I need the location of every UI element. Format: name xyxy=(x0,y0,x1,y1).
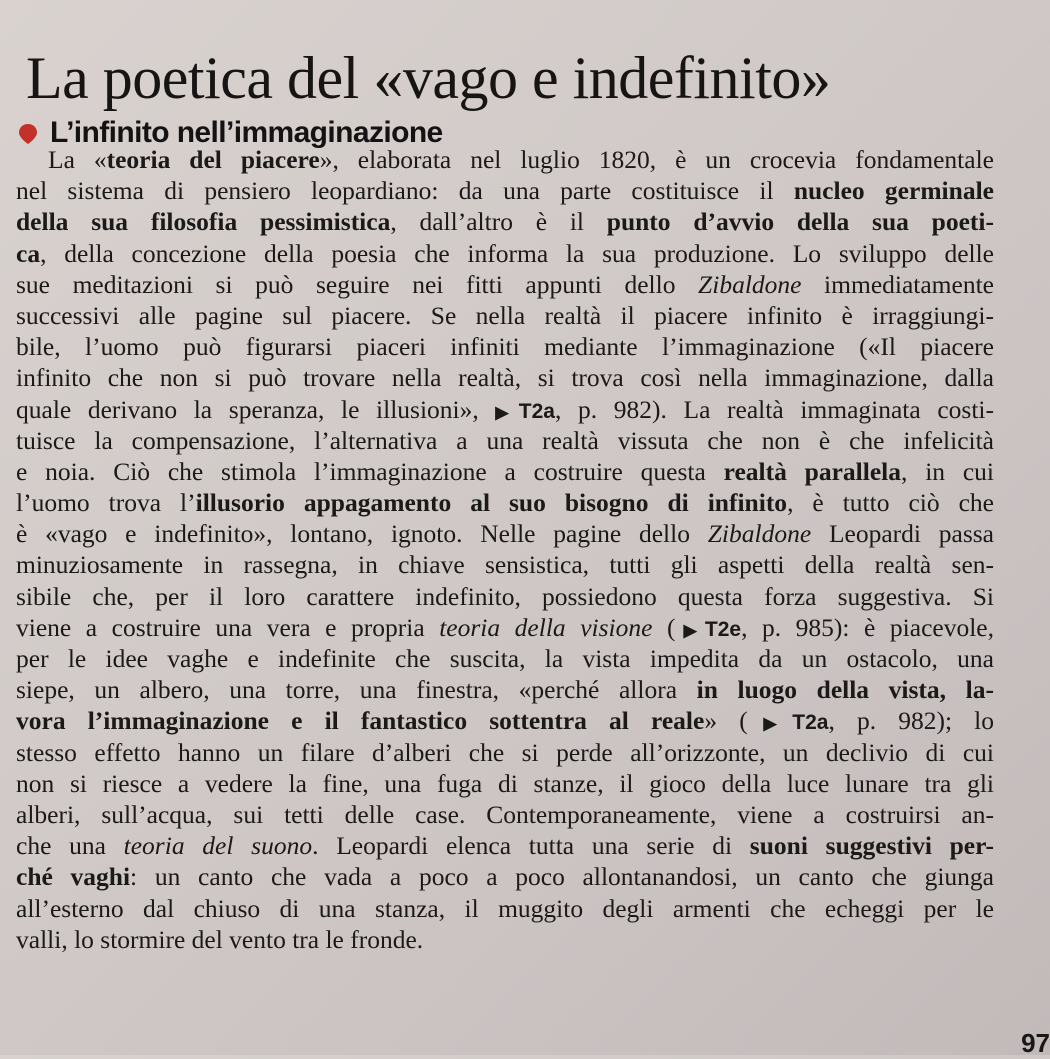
section-title: L’infinito nell’immaginazione xyxy=(50,116,443,149)
text-line-26: valli, lo stormire del vento tra le fronde. xyxy=(16,924,424,954)
text-line-14: minuziosamente in rassegna, in chiave sensistica, tutti gli aspetti della realtà sen- xyxy=(16,550,994,580)
text-line-12: l’uomo trova l’illusorio appagamento al suo bisogno di infinito, è tutto ciò che xyxy=(16,488,994,518)
text-line-8: infinito che non si può trovare nella realtà, si trova così nella immaginazione, dalla xyxy=(16,363,994,393)
text-line-18: siepe, un albero, una torre, una finestra, «perché allora in luogo della vista, la- xyxy=(16,675,994,705)
text-line-3: della sua filosofia pessimistica, dall’altro è il punto d’avvio della sua poeti- xyxy=(16,207,995,237)
text-line-19: vora l’immaginazione e il fantastico sottentra al reale» (▶T2a, p. 982); lo xyxy=(16,706,995,736)
text-line-2: nel sistema di pensiero leopardiano: da una parte costituisce il nucleo germinale xyxy=(16,176,994,206)
cross-reference-t2a[interactable]: ▶T2a xyxy=(495,399,555,423)
page-number: 97 xyxy=(1021,1028,1050,1058)
text-line-17: per le idee vaghe e indefinite che suscita, la vista impedita da un ostacolo, una xyxy=(16,644,994,673)
text-line-4: ca, della concezione della poesia che informa la sua produzione. Lo sviluppo delle xyxy=(16,238,994,268)
cross-reference-t2e[interactable]: ▶T2e xyxy=(675,617,742,641)
text-line-20: stesso effetto hanno un filare d’alberi che si perde all’orizzonte, un declivio di cui xyxy=(16,737,994,767)
text-line-24: ché vaghi: un canto che vada a poco a poco allontanandosi, un canto che giunga xyxy=(16,862,994,892)
text-line-6: successivi alle pagine sul piacere. Se nella realtà il piacere infinito è irraggiungi- xyxy=(16,300,994,330)
map-pin-icon xyxy=(18,123,38,143)
triangle-right-icon: ▶ xyxy=(495,402,519,422)
page-title: La poetica del «vago e indefinito» xyxy=(26,45,831,112)
text-line-25: all’esterno dal chiuso di una stanza, il muggito degli armenti che echeggi per le xyxy=(16,893,994,923)
text-line-16: viene a costruire una vera e propria teoria della visione (▶T2e, p. 985): è piacevole, xyxy=(16,612,994,642)
text-line-23: che una teoria del suono. Leopardi elenca tutta una serie di suoni suggestivi per- xyxy=(16,831,994,861)
triangle-right-icon: ▶ xyxy=(675,620,705,640)
text-line-15: sibile che, per il loro carattere indefinito, possiedono questa forza suggestiva. Si xyxy=(16,581,994,611)
text-line-13: è «vago e indefinito», lontano, ignoto. Nelle pagine dello Zibaldone Leopardi passa xyxy=(16,519,994,549)
triangle-right-icon: ▶ xyxy=(747,714,793,734)
text-line-7: bile, l’uomo può figurarsi piaceri infiniti mediante l’immaginazione («Il piacere xyxy=(16,332,994,362)
cross-reference-t2a[interactable]: ▶T2a xyxy=(747,711,829,735)
text-line-22: alberi, sull’acqua, sui tetti delle case. Contemporaneamente, viene a costruirsi an- xyxy=(16,799,994,829)
text-line-9: quale derivano la speranza, le illusioni», ▶T2a, p. 982). La realtà immaginata costi- xyxy=(16,394,994,424)
body-paragraph xyxy=(16,144,994,955)
text-line-1: La «teoria del piacere», elaborata nel luglio 1820, è un crocevia fondamentale xyxy=(48,145,994,174)
text-line-11: e noia. Ciò che stimola l’immaginazione a costruire questa realtà parallela, in cui xyxy=(16,456,994,486)
text-line-21: non si riesce a vedere la fine, una fuga di stanze, il gioco della luce lunare tra gli xyxy=(16,768,994,798)
text-line-10: tuisce la compensazione, l’alternativa a una realtà vissuta che non è che infelicità xyxy=(16,425,994,455)
text-line-5: sue meditazioni si può seguire nei fitti appunti dello Zibaldone immediatamente xyxy=(16,269,994,299)
